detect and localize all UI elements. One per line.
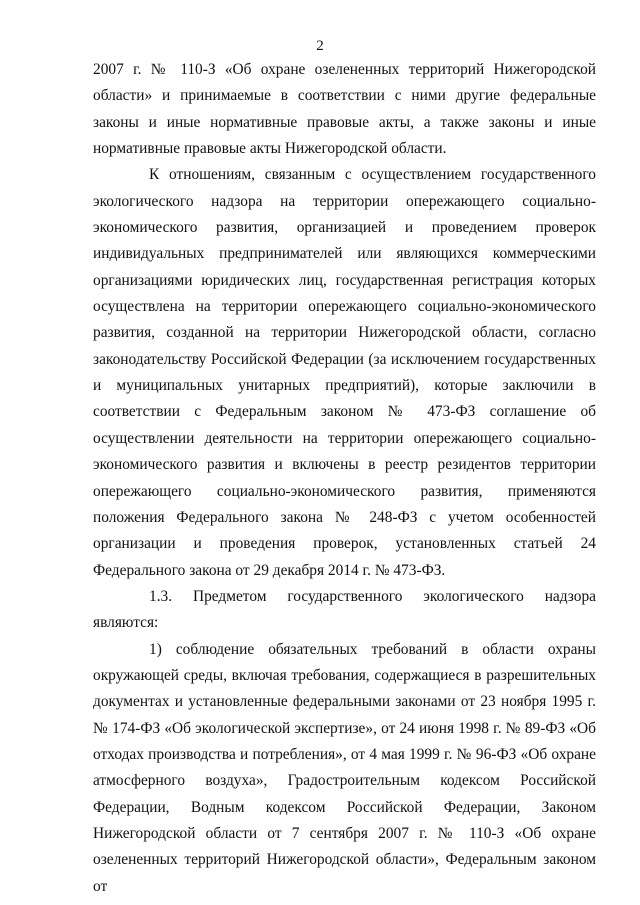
paragraph-item-1: 1) соблюдение обязательных требований в области охраны окружающей среды, включая требования, содержащиеся в разрешительных документах и установленные федеральными законами от 23 ноября 1995 г. № 174-ФЗ «Об экологической экспертизе», от 24 июня 1998 г. № 89-ФЗ «Об отходах производства и потребления», от 4 мая 1999 г. № 96-ФЗ «Об охране атмосферного воздуха», Градостроительным кодексом Российской Федерации, Водным кодексом Российской Федерации, Законом Нижегородской области от 7 сентября 2007 г. № 110-З «Об охране озелененных территорий Нижегородской области», Федеральным законом от [93, 640, 596, 895]
document-body [93, 57, 596, 900]
paragraph-continuation: 2007 г. № 110-З «Об охране озелененных территорий Нижегородской области» и принимаемые в соответствии с ними другие федеральные законы и иные нормативные правовые акты, а также законы и иные нормативные правовые акты Нижегородской области. [93, 61, 596, 158]
paragraph-section-1-3: 1.3. Предметом государственного экологического надзора являются: [93, 587, 596, 632]
paragraph-relations: К отношениям, связанным с осуществлением государственного экологического надзора на территории опережающего социально-экономического развития, организацией и проведением проверок индивидуальных предпринимателей или являющихся коммерческими организациями юридических лиц, государственная регистрация которых осуществлена на территории опережающего социально-экономического развития, созданной на территории Нижегородской области, согласно законодательству Российской Федерации (за исключением государственных и муниципальных унитарных предприятий), которые заключили в соответствии с Федеральным законом № 473-ФЗ соглашение об осуществлении деятельности на территории опережающего социально-экономического развития и включены в реестр резидентов территории опережающего социально-экономического развития, применяются положения Федерального закона № 248-ФЗ с учетом особенностей организации и проведения проверок, установленных статьей 24 Федерального закона от 29 декабря 2014 г. № 473-ФЗ. [93, 166, 596, 579]
page-number: 2 [316, 38, 324, 54]
